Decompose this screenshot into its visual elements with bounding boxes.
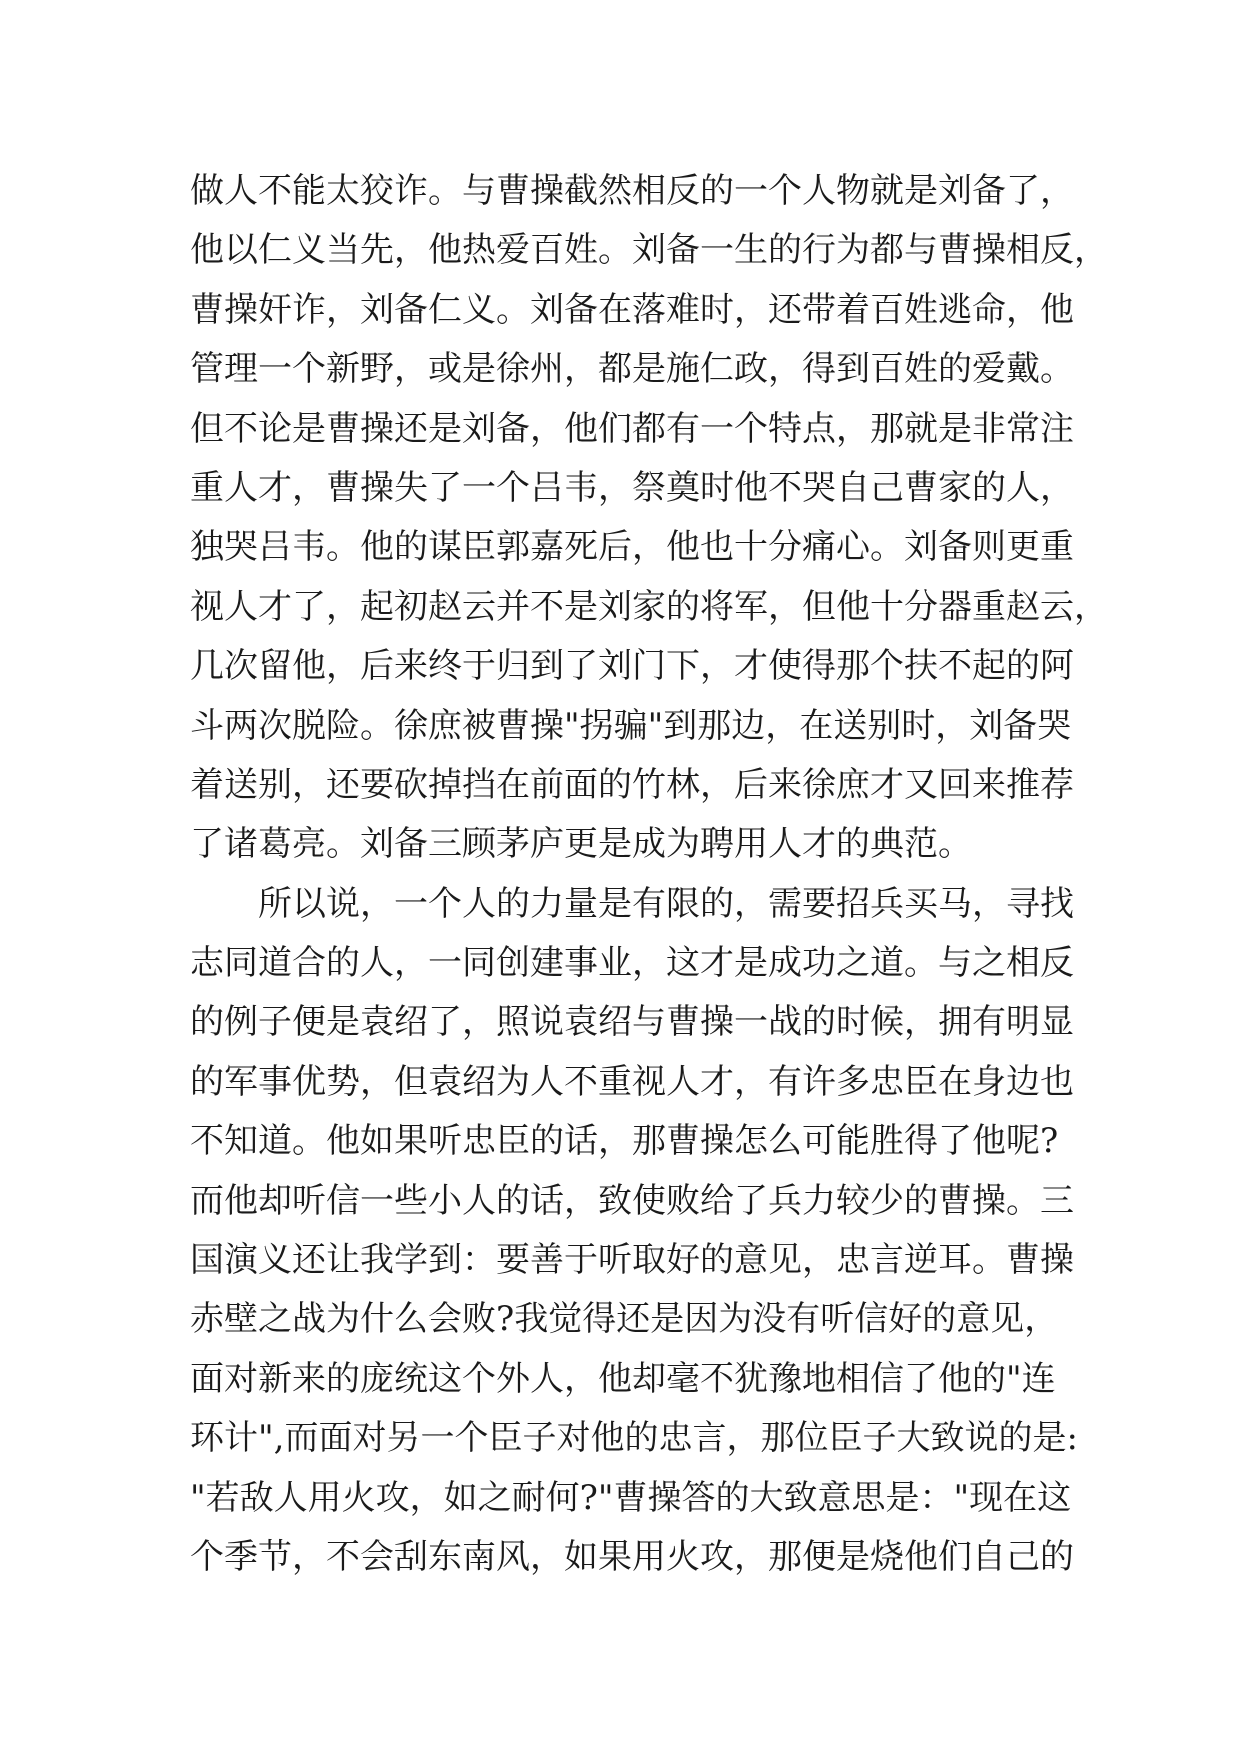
text-line: 而他却听信一些小人的话，致使败给了兵力较少的曹操。三 [190,1180,1074,1221]
text-line: 斗两次脱险。徐庶被曹操"拐骗"到那边，在送别时，刘备哭 [190,705,1072,746]
text-line: 管理一个新野，或是徐州，都是施仁政，得到百姓的爱戴。 [190,349,1074,390]
paragraph-first-line: 所以说，一个人的力量是有限的，需要招兵买马，寻找 [258,883,1074,924]
text-line: 重人才，曹操失了一个吕韦，祭奠时他不哭自己曹家的人， [190,467,1074,508]
text-line: 做人不能太狡诈。与曹操截然相反的一个人物就是刘备了， [190,171,1074,211]
text-line: 国演义还让我学到：要善于听取好的意见，忠言逆耳。曹操 [190,1240,1074,1281]
text-line: 志同道合的人，一同创建事业，这才是成功之道。与之相反 [190,943,1074,984]
text-line: 的军事优势，但袁绍为人不重视人才，有许多忠臣在身边也 [190,1061,1074,1102]
text-line: 赤壁之战为什么会败?我觉得还是因为没有听信好的意见， [190,1299,1059,1340]
text-line: 面对新来的庞统这个外人，他却毫不犹豫地相信了他的"连 [190,1358,1056,1399]
text-line: 曹操奸诈，刘备仁义。刘备在落难时，还带着百姓逃命，他 [190,289,1074,330]
body-text [190,162,1108,1587]
text-line: 个季节，不会刮东南风，如果用火攻，那便是烧他们自己的 [190,1536,1074,1577]
text-line: 不知道。他如果听忠臣的话，那曹操怎么可能胜得了他呢? [190,1121,1059,1162]
text-line: 的例子便是袁绍了，照说袁绍与曹操一战的时候，拥有明显 [190,1002,1074,1043]
text-line: 几次留他，后来终于归到了刘门下，才使得那个扶不起的阿 [190,646,1074,687]
text-line: 视人才了，起初赵云并不是刘家的将军，但他十分器重赵云， [190,586,1108,627]
text-line: 了诸葛亮。刘备三顾茅庐更是成为聘用人才的典范。 [190,824,972,865]
text-line: 他以仁义当先，他热爱百姓。刘备一生的行为都与曹操相反， [190,230,1108,271]
text-line: 独哭吕韦。他的谋臣郭嘉死后，他也十分痛心。刘备则更重 [190,527,1074,568]
text-line: 环计",而面对另一个臣子对他的忠言，那位臣子大致说的是: [190,1418,1078,1459]
text-line: "若敌人用火攻，如之耐何?"曹操答的大致意思是："现在这 [190,1477,1072,1518]
text-line: 但不论是曹操还是刘备，他们都有一个特点，那就是非常注 [190,408,1074,449]
text-line: 着送别，还要砍掉挡在前面的竹林，后来徐庶才又回来推荐 [190,764,1074,805]
